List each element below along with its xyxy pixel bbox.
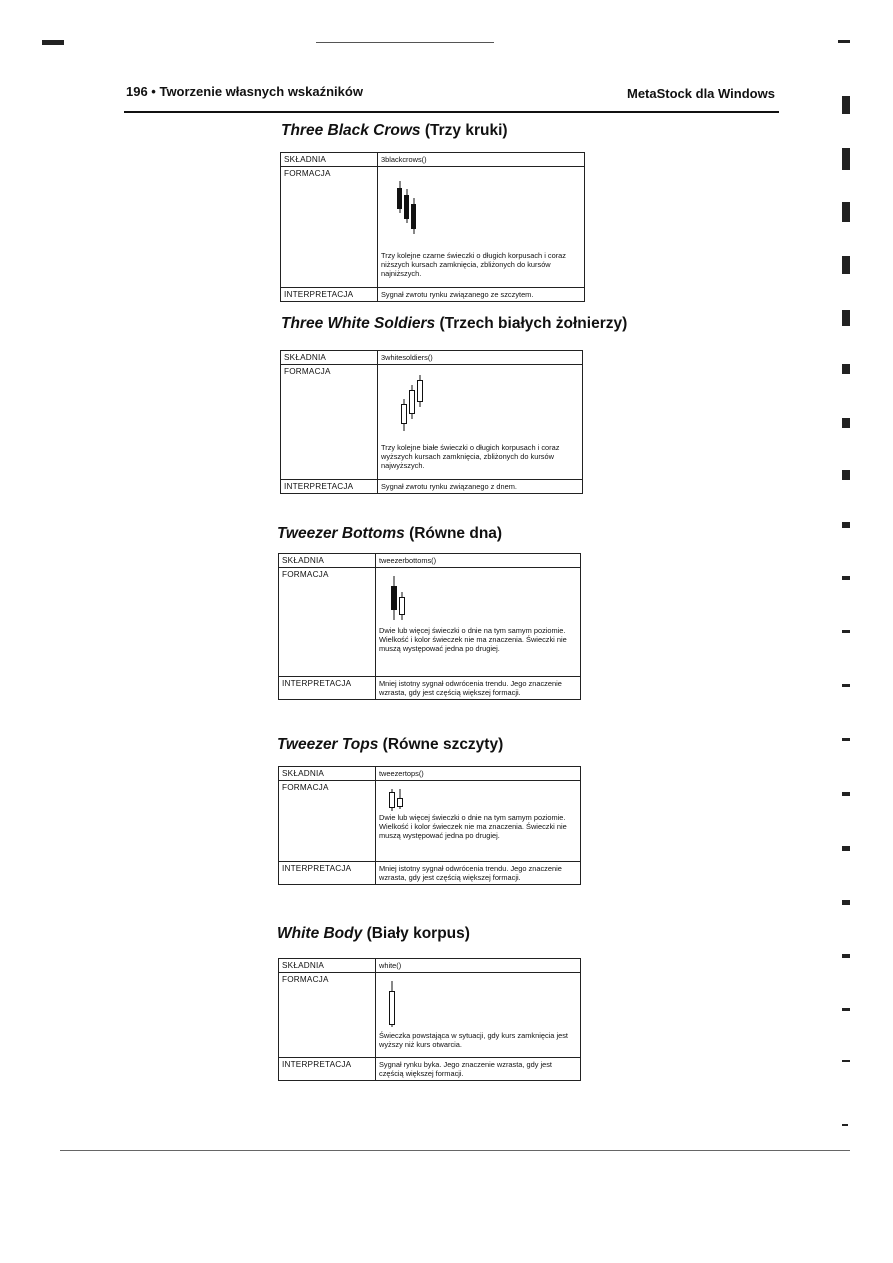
- candle-black: [391, 576, 397, 620]
- scan-mark: [842, 684, 850, 687]
- formation-label: FORMACJA: [281, 365, 378, 480]
- formation-cell: [376, 973, 581, 1058]
- section-title-en: White Body: [277, 925, 363, 942]
- section-title: [277, 736, 503, 754]
- scan-mark: [842, 256, 850, 274]
- header-rule: [124, 111, 779, 113]
- formation-cell: [378, 365, 583, 480]
- syntax-label: SKŁADNIA: [279, 767, 376, 781]
- scan-mark: [842, 846, 850, 851]
- footer-rule: [60, 1150, 850, 1151]
- section-title-pl: (Równe szczyty): [382, 736, 504, 753]
- candlestick-figure: [379, 570, 577, 626]
- formation-cell: [378, 167, 585, 288]
- spec-table: [278, 766, 581, 885]
- section-title-pl: (Trzy kruki): [424, 122, 508, 139]
- scan-mark: [842, 1008, 850, 1011]
- scan-mark: [842, 96, 850, 114]
- scan-mark: [842, 900, 850, 905]
- scan-mark: [842, 738, 850, 741]
- spec-table: [278, 553, 581, 700]
- interpretation-value: Mniej istotny sygnał odwrócenia trendu. Jego znaczenie wzrasta, gdy jest częścią większej formacji.: [376, 862, 581, 885]
- interpretation-value: Sygnał rynku byka. Jego znaczenie wzrasta, gdy jest częścią większej formacji.: [376, 1058, 581, 1081]
- scan-mark: [842, 576, 850, 580]
- formation-description: Świeczka powstająca w sytuacji, gdy kurs zamknięcia jest wyższy niż kurs otwarcia.: [379, 1031, 568, 1049]
- candle-white: [389, 789, 395, 811]
- formation-cell: [376, 781, 581, 862]
- scan-mark: [842, 630, 850, 633]
- candle-black: [404, 189, 409, 223]
- scan-mark: [842, 418, 850, 428]
- formation-cell: [376, 568, 581, 677]
- syntax-label: SKŁADNIA: [281, 351, 378, 365]
- scan-mark: [838, 40, 850, 43]
- interpretation-label: INTERPRETACJA: [279, 677, 376, 700]
- interpretation-value: Sygnał zwrotu rynku związanego z dnem.: [378, 480, 583, 494]
- section-title-en: Tweezer Tops: [277, 736, 379, 753]
- spec-table: [280, 350, 583, 494]
- candlestick-figure: [379, 783, 577, 813]
- page-header-right: MetaStock dla Windows: [627, 86, 775, 101]
- page-header-left: 196 • Tworzenie własnych wskaźników: [126, 84, 363, 99]
- section-title: [281, 315, 627, 333]
- section-title: [277, 525, 502, 543]
- syntax-value: 3whitesoldiers(): [378, 351, 583, 365]
- candle-black: [411, 198, 416, 234]
- scan-mark: [842, 202, 850, 222]
- scan-mark: [842, 954, 850, 958]
- section-title-pl: (Trzech białych żołnierzy): [439, 315, 628, 332]
- candle-white: [409, 385, 415, 419]
- formation-label: FORMACJA: [279, 973, 376, 1058]
- syntax-label: SKŁADNIA: [279, 959, 376, 973]
- interpretation-value: Mniej istotny sygnał odwrócenia trendu. Jego znaczenie wzrasta, gdy jest częścią większej formacji.: [376, 677, 581, 700]
- formation-description: Trzy kolejne czarne świeczki o długich korpusach i coraz niższych kursach zamknięcia, zbliżonych do kursów najniższych.: [381, 251, 566, 278]
- interpretation-value: Sygnał zwrotu rynku związanego ze szczytem.: [378, 288, 585, 302]
- scan-mark: [842, 522, 850, 528]
- syntax-value: tweezertops(): [376, 767, 581, 781]
- syntax-value: white(): [376, 959, 581, 973]
- syntax-label: SKŁADNIA: [281, 153, 378, 167]
- section-title-en: Three White Soldiers: [281, 315, 436, 332]
- candle-white: [397, 789, 403, 809]
- formation-label: FORMACJA: [279, 781, 376, 862]
- scan-mark: [842, 1124, 848, 1126]
- interpretation-label: INTERPRETACJA: [281, 288, 378, 302]
- candle-black: [397, 181, 402, 213]
- spec-table: [280, 152, 585, 302]
- section-title-pl: (Biały korpus): [366, 925, 470, 942]
- candlestick-figure: [381, 367, 579, 443]
- scan-mark: [842, 1060, 850, 1062]
- candle-white: [389, 981, 395, 1027]
- syntax-value: 3blackcrows(): [378, 153, 585, 167]
- section-title-en: Three Black Crows: [281, 122, 421, 139]
- section-title: [277, 925, 470, 943]
- interpretation-label: INTERPRETACJA: [279, 1058, 376, 1081]
- scan-mark: [842, 470, 850, 480]
- candlestick-figure: [379, 975, 577, 1031]
- formation-description: Dwie lub więcej świeczki o dnie na tym samym poziomie. Wielkość i kolor świeczek nie ma znaczenia. Świeczki nie muszą występować jedna po drugiej.: [379, 813, 567, 840]
- interpretation-label: INTERPRETACJA: [281, 480, 378, 494]
- section-title: [281, 122, 508, 140]
- candle-white: [417, 375, 423, 407]
- scan-mark: [842, 310, 850, 326]
- section-title-en: Tweezer Bottoms: [277, 525, 405, 542]
- formation-label: FORMACJA: [281, 167, 378, 288]
- interpretation-label: INTERPRETACJA: [279, 862, 376, 885]
- scan-mark: [842, 792, 850, 796]
- scan-mark: [316, 42, 494, 43]
- syntax-label: SKŁADNIA: [279, 554, 376, 568]
- scan-mark: [42, 40, 64, 45]
- section-title-pl: (Równe dna): [409, 525, 503, 542]
- syntax-value: tweezerbottoms(): [376, 554, 581, 568]
- formation-label: FORMACJA: [279, 568, 376, 677]
- scan-mark: [842, 148, 850, 170]
- candlestick-figure: [381, 169, 581, 251]
- formation-description: Dwie lub więcej świeczki o dnie na tym samym poziomie. Wielkość i kolor świeczek nie ma znaczenia. Świeczki nie muszą występować jedna po drugiej.: [379, 626, 567, 653]
- spec-table: [278, 958, 581, 1081]
- candle-white: [399, 592, 405, 620]
- candle-white: [401, 399, 407, 431]
- scan-mark: [842, 364, 850, 374]
- formation-description: Trzy kolejne białe świeczki o długich korpusach i coraz wyższych kursach zamknięcia, zbliżonych do kursów najwyższych.: [381, 443, 560, 470]
